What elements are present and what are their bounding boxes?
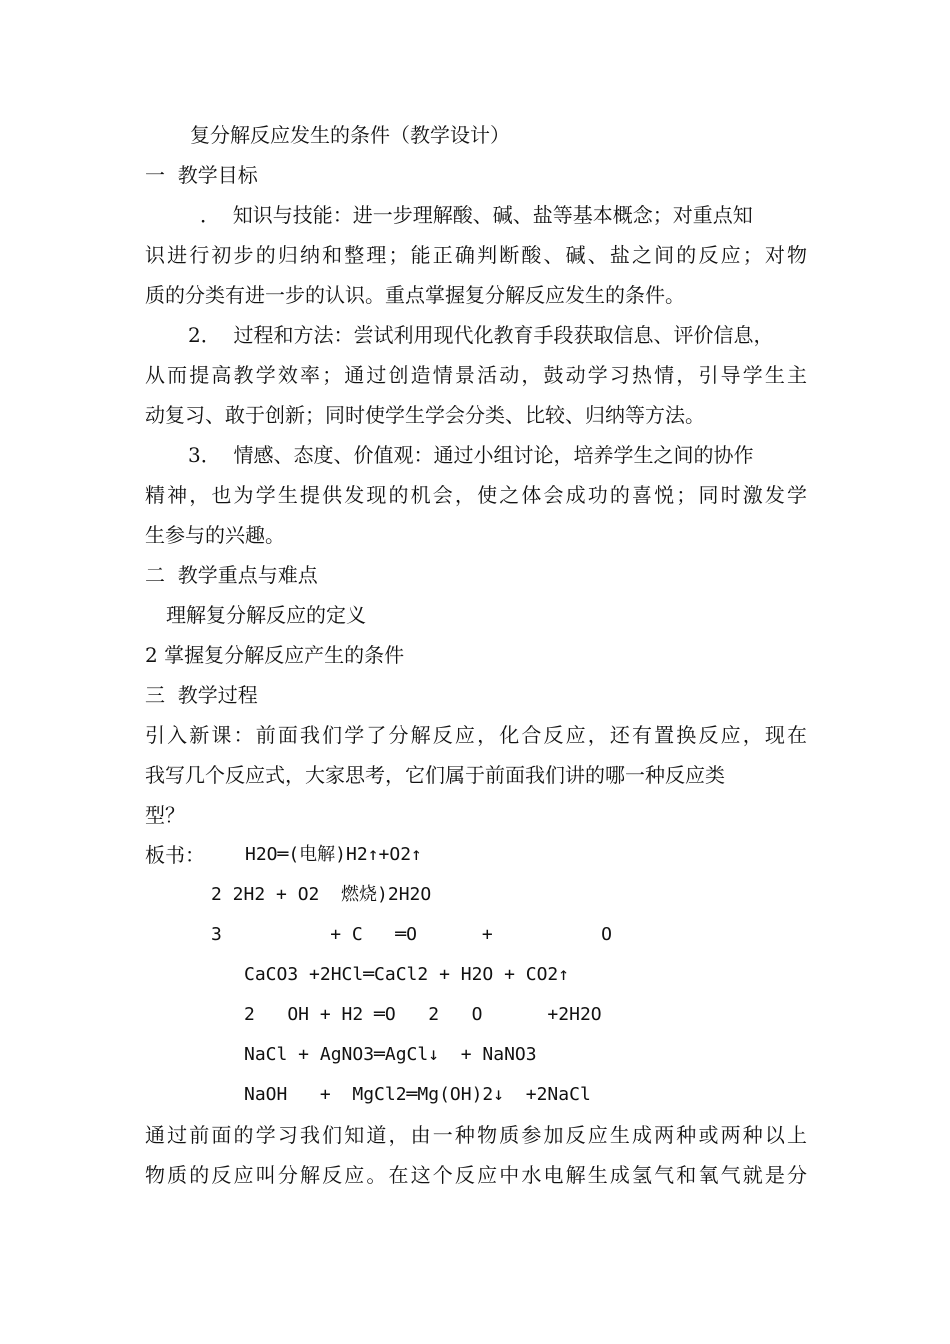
intro-line-3: 型？ xyxy=(145,803,185,827)
paragraph-1-line-3: 质的分类有进一步的认识。重点掌握复分解反应发生的条件。 xyxy=(145,283,685,307)
outro-line-2: 物质的反应叫分解反应。在这个反应中水电解生成氢气和氧气就是分 xyxy=(145,1163,807,1187)
paragraph-1-line-1: ． 知识与技能：进一步理解酸、碱、盐等基本概念；对重点知 xyxy=(200,203,753,227)
section-3-heading: 三 教学过程 xyxy=(145,683,258,707)
document-title: 复分解反应发生的条件（教学设计） xyxy=(190,123,510,147)
section-2-item-2: 2 掌握复分解反应产生的条件 xyxy=(145,643,405,667)
equation-6: NaCl + AgNO3═AgCl↓ + NaNO3 xyxy=(244,1044,537,1065)
equation-5: 2 OH + H2 ═O 2 O +2H2O xyxy=(244,1004,602,1025)
paragraph-2-line-1: 2． 过程和方法：尝试利用现代化教育手段获取信息、评价信息， xyxy=(188,323,774,347)
intro-line-1: 引入新课：前面我们学了分解反应，化合反应，还有置换反应，现在 xyxy=(145,723,807,747)
paragraph-3-line-2: 精神，也为学生提供发现的机会，使之体会成功的喜悦；同时激发学 xyxy=(145,483,807,507)
section-1-heading: 一 教学目标 xyxy=(145,163,258,187)
paragraph-2-line-2: 从而提高教学效率；通过创造情景活动，鼓动学习热情，引导学生主 xyxy=(145,363,807,387)
equation-4: CaCO3 +2HCl═CaCl2 + H2O + CO2↑ xyxy=(244,964,570,985)
intro-line-2: 我写几个反应式，大家思考，它们属于前面我们讲的哪一种反应类 xyxy=(145,763,725,787)
equation-7: NaOH + MgCl2═Mg(OH)2↓ +2NaCl xyxy=(244,1084,591,1105)
board-label: 板书： xyxy=(145,843,205,867)
paragraph-2-line-3: 动复习、敢于创新；同时使学生学会分类、比较、归纳等方法。 xyxy=(145,403,705,427)
paragraph-3-line-1: 3． 情感、态度、价值观：通过小组讨论，培养学生之间的协作 xyxy=(188,443,754,467)
paragraph-1-line-2: 识进行初步的归纳和整理；能正确判断酸、碱、盐之间的反应；对物 xyxy=(145,243,807,267)
equation-2: 2 2H2 + O2 燃烧)2H2O xyxy=(211,884,432,905)
section-2-item-1: 理解复分解反应的定义 xyxy=(166,603,366,627)
outro-line-1: 通过前面的学习我们知道，由一种物质参加反应生成两种或两种以上 xyxy=(145,1123,807,1147)
equation-1: H2O═(电解)H2↑+O2↑ xyxy=(245,844,422,865)
equation-3: 3 + C ═O + O xyxy=(211,924,612,945)
paragraph-3-line-3: 生参与的兴趣。 xyxy=(145,523,285,547)
section-2-heading: 二 教学重点与难点 xyxy=(145,563,318,587)
